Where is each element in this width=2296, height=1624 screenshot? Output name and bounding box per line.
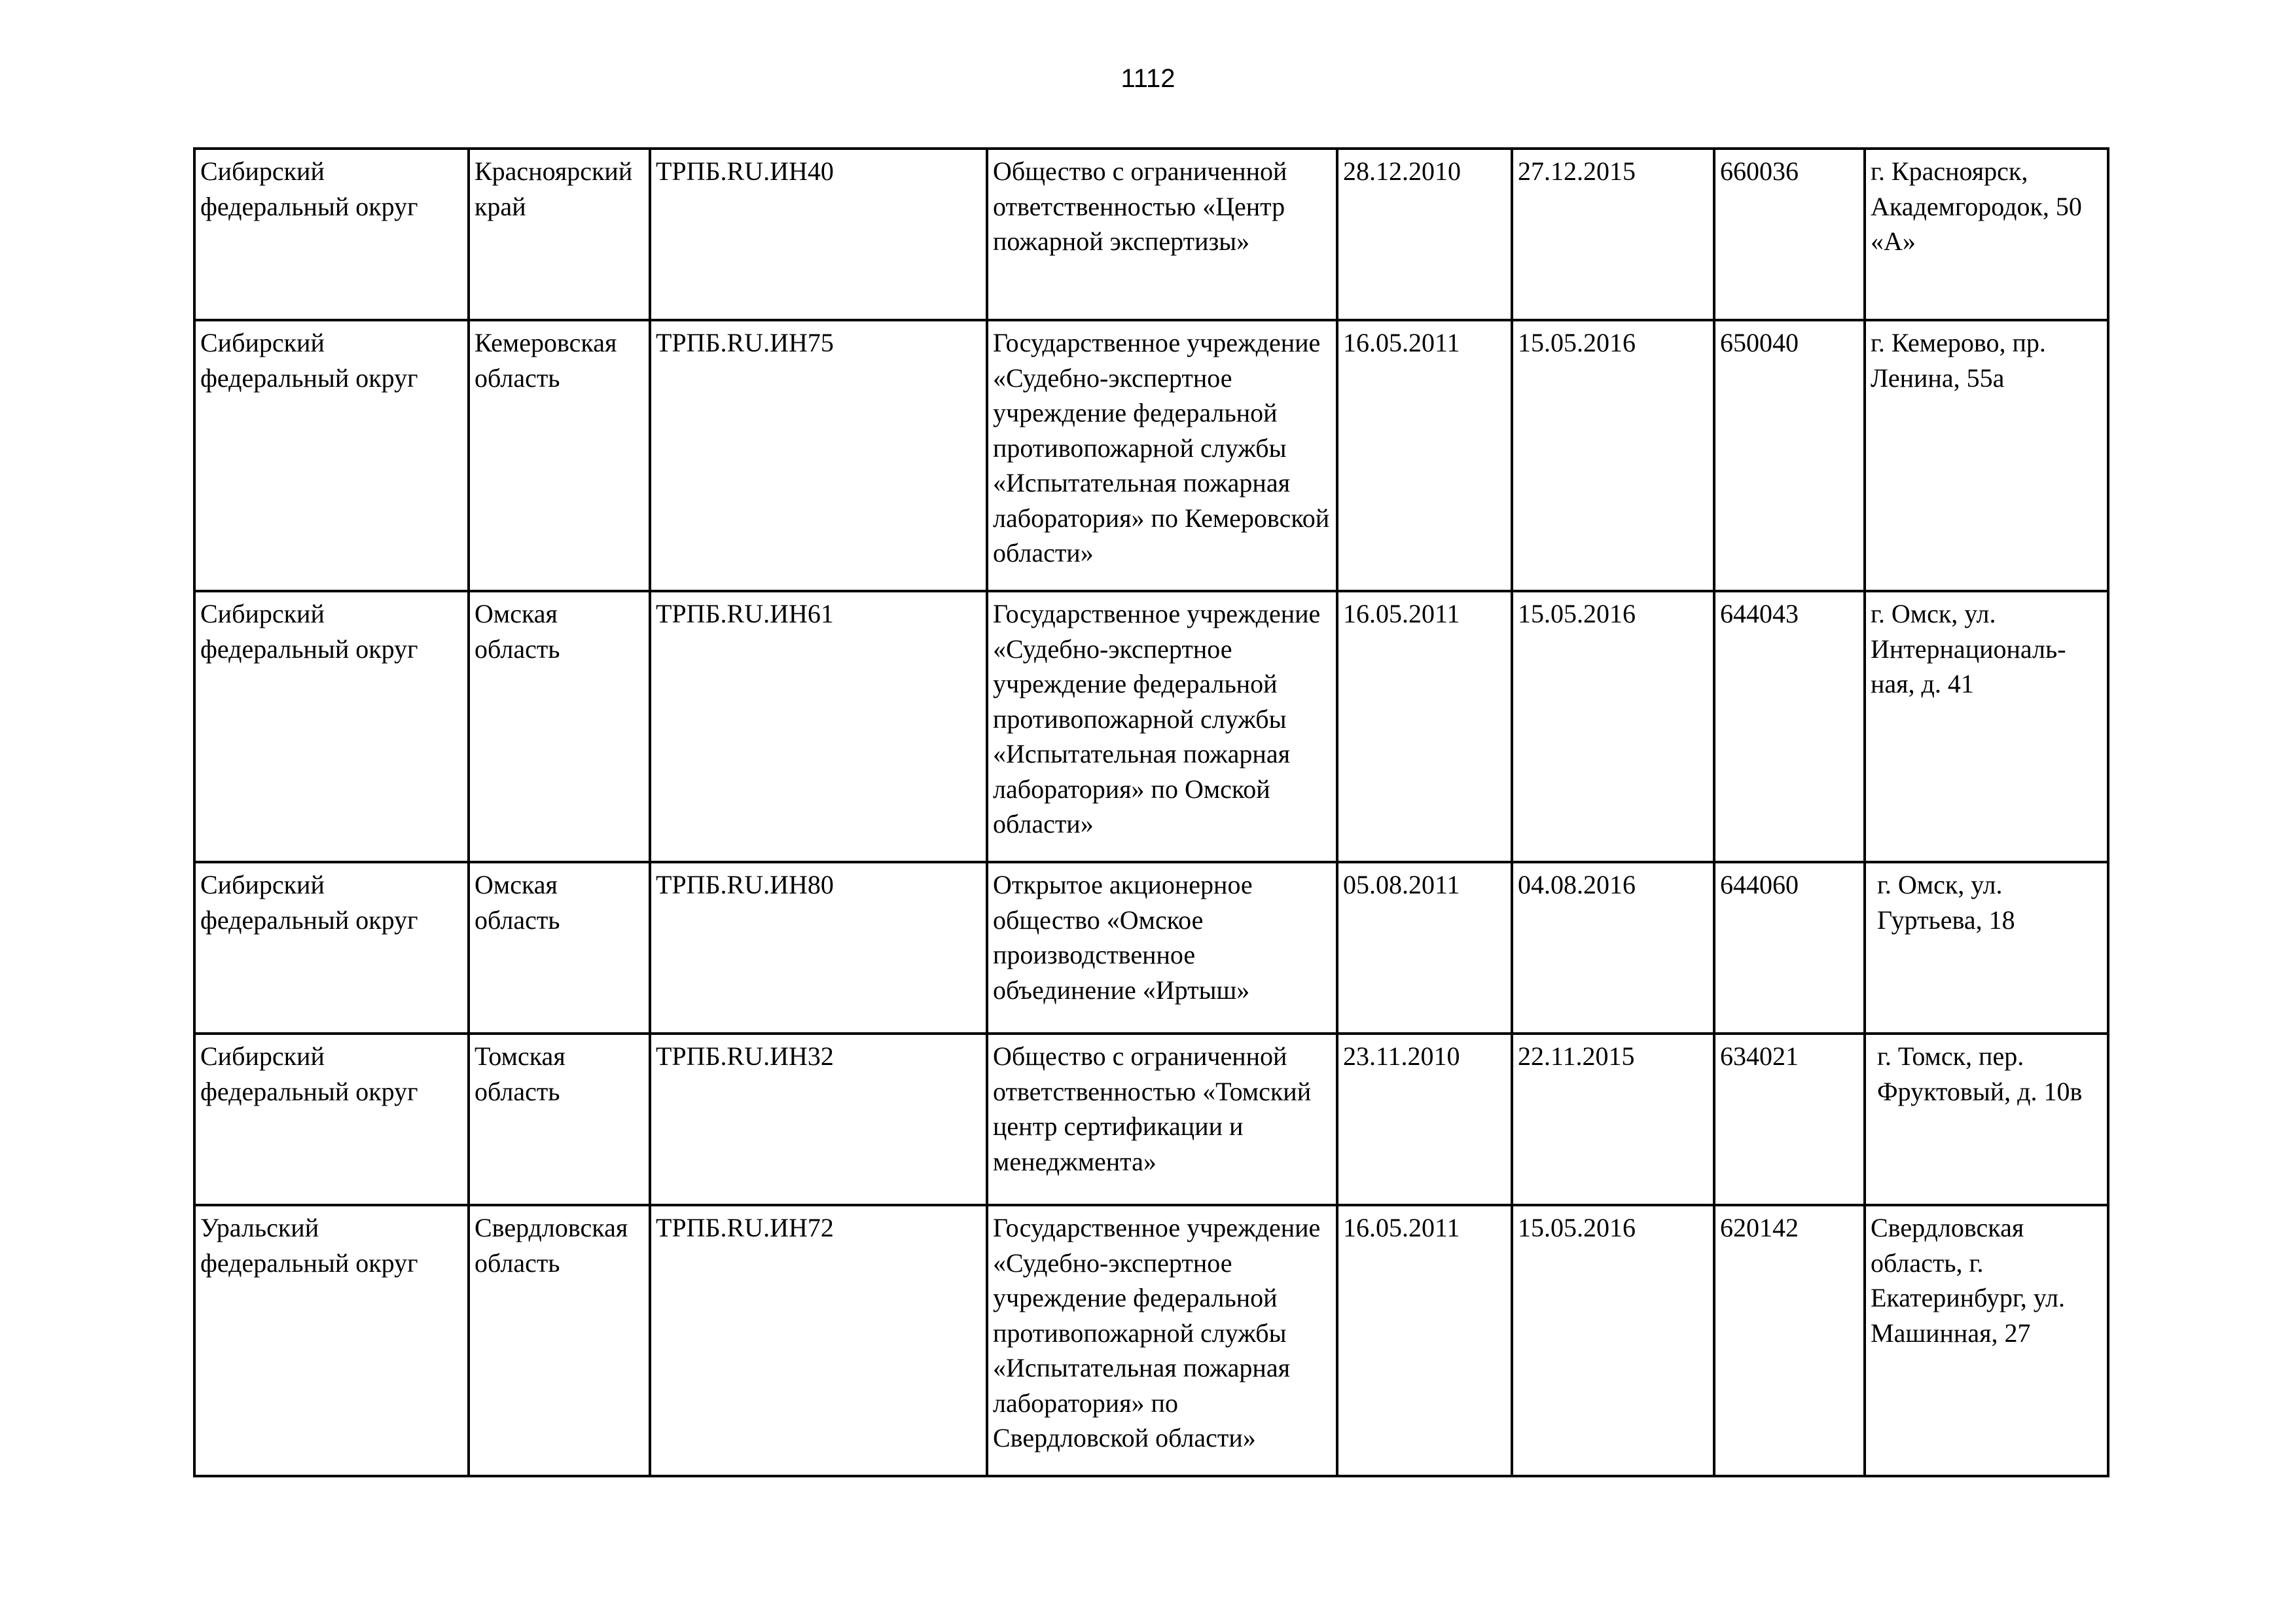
postcode-cell: 620142: [1714, 1205, 1865, 1476]
date-from-cell: 16.05.2011: [1337, 320, 1512, 591]
date-from-cell: 23.11.2010: [1337, 1034, 1512, 1205]
region-cell: Кемеровская область: [469, 320, 650, 591]
region-cell: Омская область: [469, 591, 650, 862]
region-cell: Томская область: [469, 1034, 650, 1205]
date-from-cell: 28.12.2010: [1337, 149, 1512, 320]
postcode-cell: 650040: [1714, 320, 1865, 591]
region-cell: Красноярский край: [469, 149, 650, 320]
address-cell: г. Омск, ул. Интернациональ-ная, д. 41: [1865, 591, 2108, 862]
organization-cell: Общество с ограниченной ответственностью «Центр пожарной экспертизы»: [987, 149, 1337, 320]
registry-table: [193, 147, 2109, 1477]
certificate-code-cell: ТРПБ.RU.ИН32: [650, 1034, 987, 1205]
certificate-code-cell: ТРПБ.RU.ИН72: [650, 1205, 987, 1476]
address-cell: Свердловская область, г. Екатеринбург, ул. Машинная, 27: [1865, 1205, 2108, 1476]
table-row: [194, 1205, 2108, 1476]
table-row: [194, 1034, 2108, 1205]
date-from-cell: 16.05.2011: [1337, 1205, 1512, 1476]
certificate-code-cell: ТРПБ.RU.ИН40: [650, 149, 987, 320]
date-to-cell: 15.05.2016: [1512, 1205, 1714, 1476]
address-cell: г. Кемерово, пр. Ленина, 55а: [1865, 320, 2108, 591]
date-from-cell: 05.08.2011: [1337, 862, 1512, 1034]
address-cell: [1865, 862, 2108, 1034]
page-number: 1112: [1121, 64, 1175, 93]
table-row: [194, 320, 2108, 591]
address-cell: г. Красноярск, Академгородок, 50 «А»: [1865, 149, 2108, 320]
district-cell: Сибирский федеральный округ: [194, 862, 469, 1034]
postcode-cell: 644060: [1714, 862, 1865, 1034]
date-to-cell: 22.11.2015: [1512, 1034, 1714, 1205]
district-cell: Сибирский федеральный округ: [194, 1034, 469, 1205]
region-cell: Свердловская область: [469, 1205, 650, 1476]
postcode-cell: 644043: [1714, 591, 1865, 862]
region-cell: Омская область: [469, 862, 650, 1034]
address-text: г. Томск, пер. Фруктовый, д. 10в: [1877, 1041, 2083, 1106]
address-cell: [1865, 1034, 2108, 1205]
date-from-cell: 16.05.2011: [1337, 591, 1512, 862]
certificate-code-cell: ТРПБ.RU.ИН80: [650, 862, 987, 1034]
organization-text: Государственное учреждение «Судебно-экспертное учреждение федеральной противопожарной службы «Испытательная пожарная лаборатория» по Свердловской области»: [993, 1213, 1321, 1453]
organization-text: Государственное учреждение «Судебно-экспертное учреждение федеральной противопожарной службы «Испытательная пожарная лаборатория» по Кемеровской области»: [993, 328, 1330, 568]
organization-cell: [987, 591, 1337, 862]
postcode-cell: 660036: [1714, 149, 1865, 320]
table-row: [194, 862, 2108, 1034]
certificate-code-cell: ТРПБ.RU.ИН75: [650, 320, 987, 591]
district-cell: Сибирский федеральный округ: [194, 591, 469, 862]
table-row: [194, 591, 2108, 862]
table-row: [194, 149, 2108, 320]
district-cell: Уральский федеральный округ: [194, 1205, 469, 1476]
date-to-cell: 04.08.2016: [1512, 862, 1714, 1034]
organization-cell: [987, 320, 1337, 591]
certificate-code-cell: ТРПБ.RU.ИН61: [650, 591, 987, 862]
organization-cell: Открытое акционерное общество «Омское производственное объединение «Иртыш»: [987, 862, 1337, 1034]
district-cell: Сибирский федеральный округ: [194, 320, 469, 591]
organization-cell: Общество с ограниченной ответственностью «Томский центр сертификации и менеджмента»: [987, 1034, 1337, 1205]
organization-text: Государственное учреждение «Судебно-экспертное учреждение федеральной противопожарной службы «Испытательная пожарная лаборатория» по Омской области»: [993, 599, 1321, 839]
address-text: г. Омск, ул. Гуртьева, 18: [1877, 870, 2015, 935]
date-to-cell: 15.05.2016: [1512, 591, 1714, 862]
postcode-cell: 634021: [1714, 1034, 1865, 1205]
organization-cell: [987, 1205, 1337, 1476]
date-to-cell: 27.12.2015: [1512, 149, 1714, 320]
date-to-cell: 15.05.2016: [1512, 320, 1714, 591]
district-cell: Сибирский федеральный округ: [194, 149, 469, 320]
